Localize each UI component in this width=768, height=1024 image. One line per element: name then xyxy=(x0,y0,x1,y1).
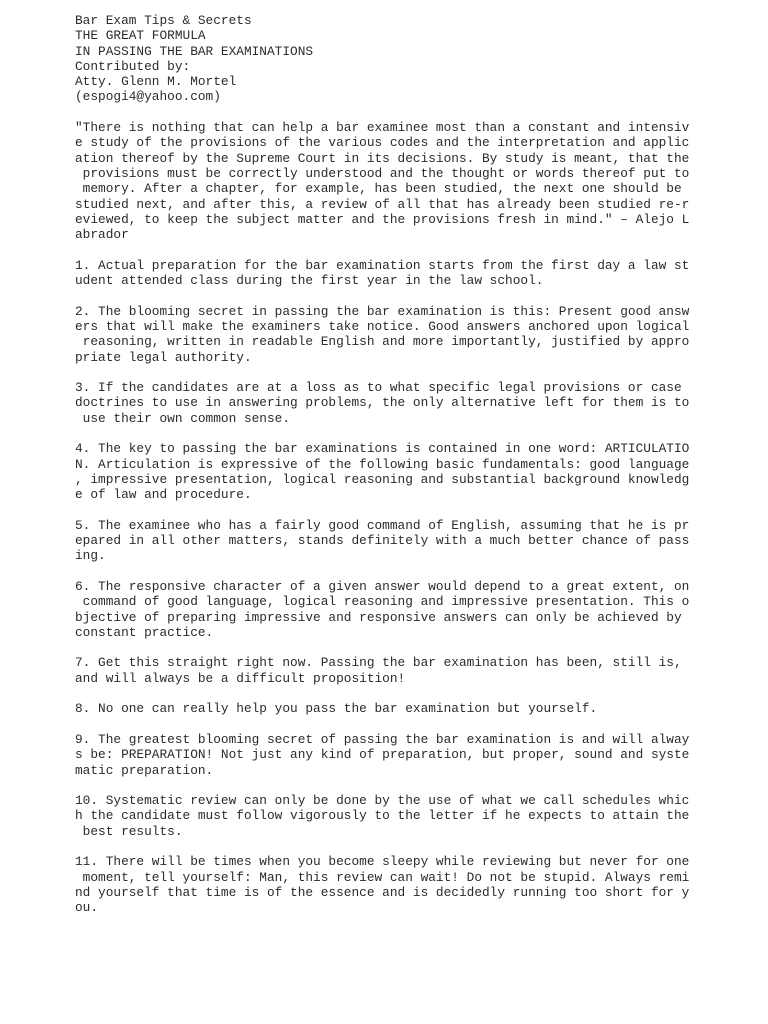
author-email: (espogi4@yahoo.com) xyxy=(75,89,221,105)
tip-3 xyxy=(75,380,690,426)
tip-line: and will always be a difficult proposition! xyxy=(75,670,406,686)
tip-line: use their own common sense. xyxy=(75,410,291,426)
tip-line: reasoning, written in readable English and more importantly, justified by appro xyxy=(75,334,690,350)
tip-line: s be: PREPARATION! Not just any kind of preparation, but proper, sound and syste xyxy=(75,747,690,763)
tip-8 xyxy=(75,701,675,716)
tip-line: epared in all other matters, stands definitely with a much better chance of pass xyxy=(75,533,690,549)
quote-line: "There is nothing that can help a bar examinee most than a constant and intensiv xyxy=(75,120,690,136)
doc-title-line: THE GREAT FORMULA xyxy=(75,28,206,44)
document-page xyxy=(75,13,690,931)
tip-line: 2. The blooming secret in passing the bar examination is this: Present good answ xyxy=(75,303,690,319)
tip-line: ou. xyxy=(75,900,99,916)
tip-line: 1. Actual preparation for the bar examination starts from the first day a law st xyxy=(75,257,690,273)
tip-1 xyxy=(75,257,690,289)
tip-5 xyxy=(75,517,690,564)
contributor-label: Contributed by: xyxy=(75,58,191,74)
tip-line: ers that will make the examiners take notice. Good answers anchored upon logical xyxy=(75,318,690,334)
document-header xyxy=(75,13,675,105)
tip-line: udent attended class during the first year in the law school. xyxy=(75,273,544,289)
quote-line: abrador xyxy=(75,227,129,243)
tip-11 xyxy=(75,854,690,916)
quote-line: memory. After a chapter, for example, has been studied, the next one should be xyxy=(75,181,682,197)
tip-line: 11. There will be times when you become sleepy while reviewing but never for one xyxy=(75,854,690,870)
tip-10 xyxy=(75,793,690,839)
tip-line: , impressive presentation, logical reasoning and substantial background knowledg xyxy=(75,471,690,487)
quote-line: eviewed, to keep the subject matter and the provisions fresh in mind." – Alejo L xyxy=(75,211,690,227)
tip-line: 8. No one can really help you pass the bar examination but yourself. xyxy=(75,701,598,717)
tip-line: 5. The examinee who has a fairly good command of English, assuming that he is pr xyxy=(75,517,690,533)
author-name: Atty. Glenn M. Mortel xyxy=(75,74,237,90)
tip-line: bjective of preparing impressive and responsive answers can only be achieved by xyxy=(75,609,682,625)
tip-4 xyxy=(75,441,690,503)
doc-header-line: Bar Exam Tips & Secrets xyxy=(75,13,252,28)
tip-7 xyxy=(75,655,682,686)
tip-6 xyxy=(75,578,690,640)
tip-line: priate legal authority. xyxy=(75,349,252,365)
tip-9 xyxy=(75,731,690,778)
quote-line: e study of the provisions of the various codes and the interpretation and applic xyxy=(75,135,690,151)
tip-line: constant practice. xyxy=(75,624,214,640)
tip-line: command of good language, logical reasoning and impressive presentation. This o xyxy=(75,594,690,610)
tip-line: moment, tell yourself: Man, this review can wait! Do not be stupid. Always remi xyxy=(75,869,690,885)
tip-line: 3. If the candidates are at a loss as to what specific legal provisions or case xyxy=(75,380,682,396)
tip-line: ing. xyxy=(75,548,106,564)
opening-quote xyxy=(75,120,690,243)
tip-2 xyxy=(75,303,690,365)
quote-line: studied next, and after this, a review of all that has already been studied re-r xyxy=(75,196,690,212)
tip-line: 7. Get this straight right now. Passing the bar examination has been, still is, xyxy=(75,655,682,671)
tip-line: 9. The greatest blooming secret of passing the bar examination is and will alway xyxy=(75,731,690,747)
tip-line: 10. Systematic review can only be done by the use of what we call schedules whic xyxy=(75,793,690,809)
tip-line: matic preparation. xyxy=(75,762,214,778)
tip-line: best results. xyxy=(75,823,183,839)
tip-line: h the candidate must follow vigorously to the letter if he expects to attain the xyxy=(75,808,690,824)
tip-line: e of law and procedure. xyxy=(75,487,252,503)
tip-line: N. Articulation is expressive of the following basic fundamentals: good language xyxy=(75,456,690,472)
tip-line: doctrines to use in answering problems, the only alternative left for them is to xyxy=(75,395,690,411)
doc-subtitle-line: IN PASSING THE BAR EXAMINATIONS xyxy=(75,43,314,59)
quote-line: ation thereof by the Supreme Court in its decisions. By study is meant, that the xyxy=(75,150,690,166)
tip-line: 4. The key to passing the bar examinations is contained in one word: ARTICULATIO xyxy=(75,441,690,457)
tip-line: 6. The responsive character of a given answer would depend to a great extent, on xyxy=(75,578,690,594)
quote-line: provisions must be correctly understood and the thought or words thereof put to xyxy=(75,165,690,181)
tip-line: nd yourself that time is of the essence and is decidedly running too short for y xyxy=(75,884,690,900)
